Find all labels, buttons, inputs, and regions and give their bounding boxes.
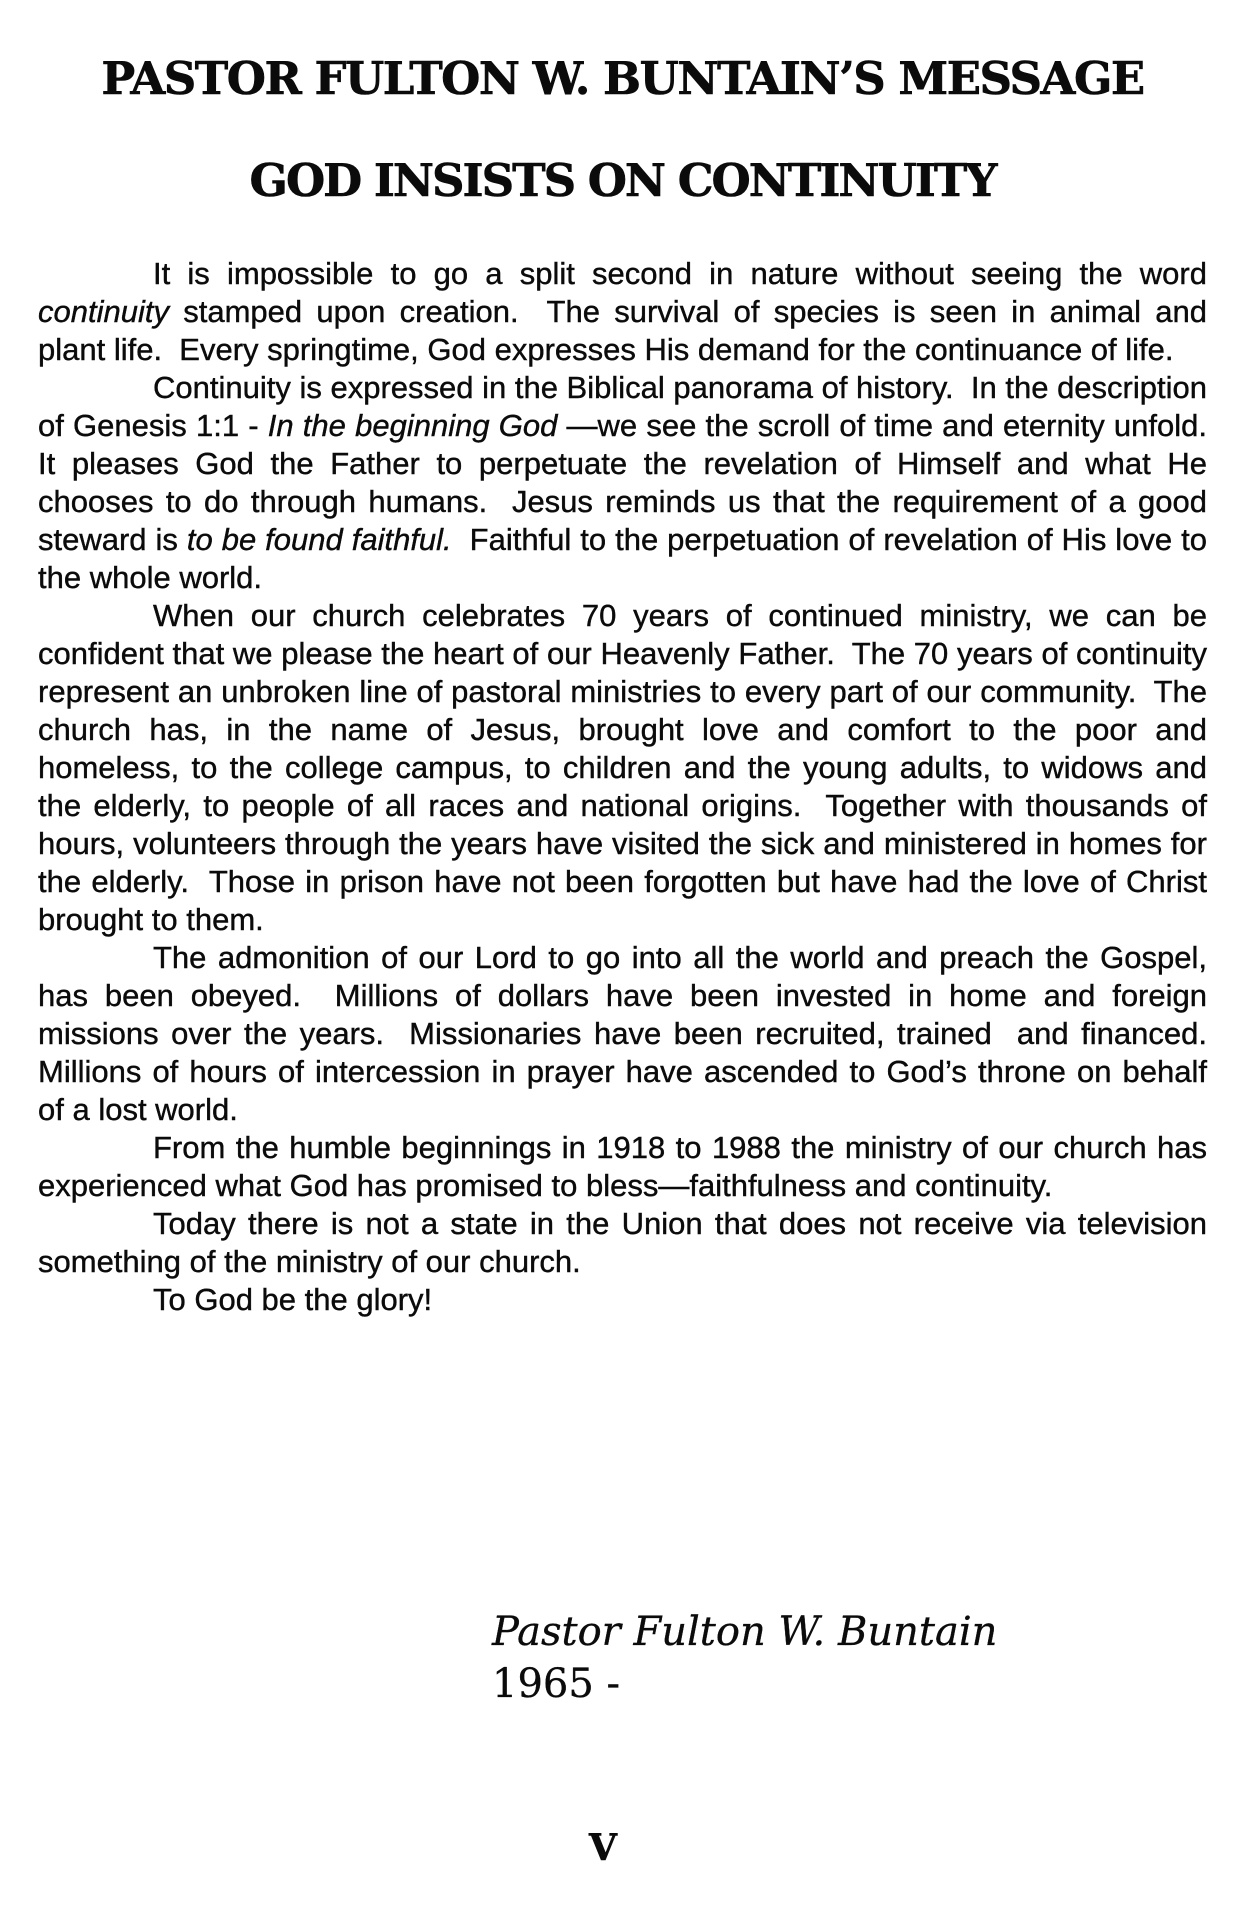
text-run: From the humble beginnings in 1918 to 1988 the ministry of our church has experienced what God has promised to bless—faithfulness and continuity. xyxy=(38,1130,1216,1203)
text-run: When our church celebrates 70 years of continued ministry, we can be confident that we please the heart of our Heavenly Father. The 70 years of continuity represent an unbroken line of pastoral ministries to every part of our community. The church has, in the name of Jesus, brought love and comfort to the poor and homeless, to the college campus, to children and the young adults, to widows and the elderly, to people of all races and national origins. Together with thousands of hours, volunteers through the years have visited the sick and ministered in homes for the elderly. Those in prison have not been forgotten but have had the love of Christ brought to them. xyxy=(38,598,1216,937)
body-paragraph xyxy=(38,255,1216,369)
text-run: It is impossible to go a split second in nature without seeing the word xyxy=(153,256,1216,291)
text-run-italic: continuity xyxy=(38,294,169,329)
text-run: Today there is not a state in the Union that does not receive via television something of the ministry of our church. xyxy=(38,1206,1216,1279)
text-run: Continuity is expressed in the Biblical panorama of history. In the description of Genesis 1:1 - xyxy=(38,370,1216,443)
body-paragraph xyxy=(38,939,1225,1129)
text-run: —we see the scroll of time and eternity unfold. It pleases God the Father to perpetuate the revelation of Himself and what He chooses to do through humans. Jesus reminds us that the requirement of a good steward is xyxy=(38,408,1225,557)
body-paragraph xyxy=(38,1205,1216,1281)
page-number: V xyxy=(589,1827,617,1869)
text-run: Faithful to the perpetuation of revelation of His love to the whole world. xyxy=(38,522,1216,595)
body-paragraph xyxy=(38,1281,1207,1319)
body-paragraph xyxy=(38,369,1225,597)
text-run: The admonition of our Lord to go into all the world and preach the Gospel, has been obeyed. Millions of dollars have been invested in home and foreign missions over the years. Missionaries have been recruited, trained and financed. Millions of hours of intercession in prayer have ascended to God’s throne on behalf of a lost world. xyxy=(38,940,1225,1127)
text-run: stamped upon creation. The survival of species is seen in animal and plant life. Every springtime, God expresses His demand for the continuance of life. xyxy=(38,294,1216,367)
text-run-italic: In the beginning God xyxy=(267,408,558,443)
message-body xyxy=(38,255,1225,1319)
body-paragraph xyxy=(38,1129,1216,1205)
text-run: To God be the glory! xyxy=(153,1282,433,1317)
signature-name: Pastor Fulton W. Buntain xyxy=(492,1609,998,1655)
message-subtitle: GOD INSISTS ON CONTINUITY xyxy=(249,154,996,207)
signature-years: 1965 - xyxy=(492,1661,621,1707)
signature-block xyxy=(492,1606,997,1710)
message-title: PASTOR FULTON W. BUNTAIN’S MESSAGE xyxy=(101,52,1144,105)
body-paragraph xyxy=(38,597,1216,939)
text-run-italic: to be found faithful. xyxy=(186,522,452,557)
